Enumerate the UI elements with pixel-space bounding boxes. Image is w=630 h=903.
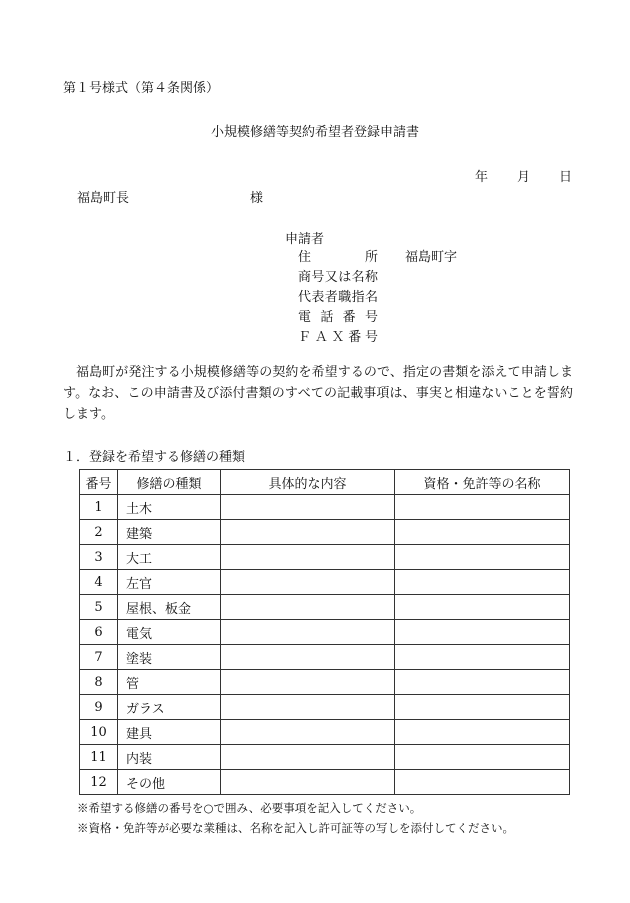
row-number[interactable]: 3 xyxy=(80,545,118,570)
table-row xyxy=(80,645,570,670)
row-license-cell[interactable] xyxy=(395,745,570,770)
table-row xyxy=(80,495,570,520)
addressee-name: 福島町長 xyxy=(77,191,130,206)
row-number[interactable]: 2 xyxy=(80,520,118,545)
applicant-phone-label: 電話番号 xyxy=(298,310,378,325)
repair-type-table xyxy=(79,469,570,795)
column-header-kind: 修繕の種類 xyxy=(118,470,221,495)
year-label: 年 xyxy=(475,170,489,185)
row-details-cell[interactable] xyxy=(221,695,395,720)
addressee-honorific: 様 xyxy=(250,191,264,206)
month-label: 月 xyxy=(517,170,531,185)
note-circle-number: ※希望する修繕の番号を○で囲み、必要事項を記入してください。 xyxy=(77,801,422,815)
row-kind: 大工 xyxy=(118,545,221,570)
row-number[interactable]: 4 xyxy=(80,570,118,595)
table-row xyxy=(80,545,570,570)
table-row xyxy=(80,595,570,620)
applicant-heading: 申請者 xyxy=(285,232,325,247)
row-kind: 屋根、板金 xyxy=(118,595,221,620)
row-kind: 左官 xyxy=(118,570,221,595)
row-kind: 土木 xyxy=(118,495,221,520)
applicant-company-label: 商号又は名称 xyxy=(298,270,378,285)
row-details-cell[interactable] xyxy=(221,745,395,770)
column-header-number: 番号 xyxy=(80,470,118,495)
table-header-row xyxy=(80,470,570,495)
row-license-cell[interactable] xyxy=(395,670,570,695)
row-license-cell[interactable] xyxy=(395,570,570,595)
row-details-cell[interactable] xyxy=(221,645,395,670)
row-details-cell[interactable] xyxy=(221,620,395,645)
row-details-cell[interactable] xyxy=(221,770,395,795)
row-details-cell[interactable] xyxy=(221,570,395,595)
column-header-details: 具体的な内容 xyxy=(221,470,395,495)
row-details-cell[interactable] xyxy=(221,495,395,520)
row-kind: ガラス xyxy=(118,695,221,720)
row-number[interactable]: 10 xyxy=(80,720,118,745)
form-number: 第１号様式（第４条関係） xyxy=(63,81,220,96)
table-row xyxy=(80,695,570,720)
addressee xyxy=(77,191,264,206)
row-details-cell[interactable] xyxy=(221,720,395,745)
day-label: 日 xyxy=(559,170,573,185)
row-number[interactable]: 5 xyxy=(80,595,118,620)
declaration-text: 福島町が発注する小規模修繕等の契約を希望するので、指定の書類を添えて申請します。なお、この申請書及び添付書類のすべての記載事項は、事実と相違ないことを誓約します。 xyxy=(63,365,573,422)
row-number[interactable]: 8 xyxy=(80,670,118,695)
table-row xyxy=(80,670,570,695)
applicant-address-value[interactable]: 福島町字 xyxy=(405,250,458,265)
row-number[interactable]: 7 xyxy=(80,645,118,670)
table-row xyxy=(80,745,570,770)
row-license-cell[interactable] xyxy=(395,545,570,570)
row-details-cell[interactable] xyxy=(221,545,395,570)
row-license-cell[interactable] xyxy=(395,620,570,645)
row-number[interactable]: 11 xyxy=(80,745,118,770)
document-title: 小規模修繕等契約希望者登録申請書 xyxy=(210,125,419,140)
applicant-address-label: 住所 xyxy=(298,250,378,265)
section-heading: １．登録を希望する修繕の種類 xyxy=(63,450,246,465)
row-kind: 建築 xyxy=(118,520,221,545)
table-row xyxy=(80,570,570,595)
table-row xyxy=(80,620,570,645)
row-kind: 塗装 xyxy=(118,645,221,670)
row-kind: 電気 xyxy=(118,620,221,645)
row-kind: 建具 xyxy=(118,720,221,745)
row-number[interactable]: 9 xyxy=(80,695,118,720)
row-license-cell[interactable] xyxy=(395,695,570,720)
applicant-representative-label: 代表者職指名 xyxy=(298,290,378,305)
row-license-cell[interactable] xyxy=(395,595,570,620)
row-number[interactable]: 6 xyxy=(80,620,118,645)
row-kind: 内装 xyxy=(118,745,221,770)
date-line xyxy=(475,171,572,184)
row-kind: 管 xyxy=(118,670,221,695)
row-number[interactable]: 12 xyxy=(80,770,118,795)
row-license-cell[interactable] xyxy=(395,770,570,795)
row-details-cell[interactable] xyxy=(221,595,395,620)
applicant-fax-label: ＦＡＸ番号 xyxy=(298,330,378,345)
row-details-cell[interactable] xyxy=(221,520,395,545)
row-license-cell[interactable] xyxy=(395,495,570,520)
row-kind: その他 xyxy=(118,770,221,795)
column-header-license: 資格・免許等の名称 xyxy=(395,470,570,495)
row-license-cell[interactable] xyxy=(395,645,570,670)
table-row xyxy=(80,770,570,795)
row-number[interactable]: 1 xyxy=(80,495,118,520)
row-details-cell[interactable] xyxy=(221,670,395,695)
row-license-cell[interactable] xyxy=(395,720,570,745)
table-row xyxy=(80,720,570,745)
row-license-cell[interactable] xyxy=(395,520,570,545)
note-attach-license: ※資格・免許等が必要な業種は、名称を記入し許可証等の写しを添付してください。 xyxy=(77,821,514,835)
table-row xyxy=(80,520,570,545)
